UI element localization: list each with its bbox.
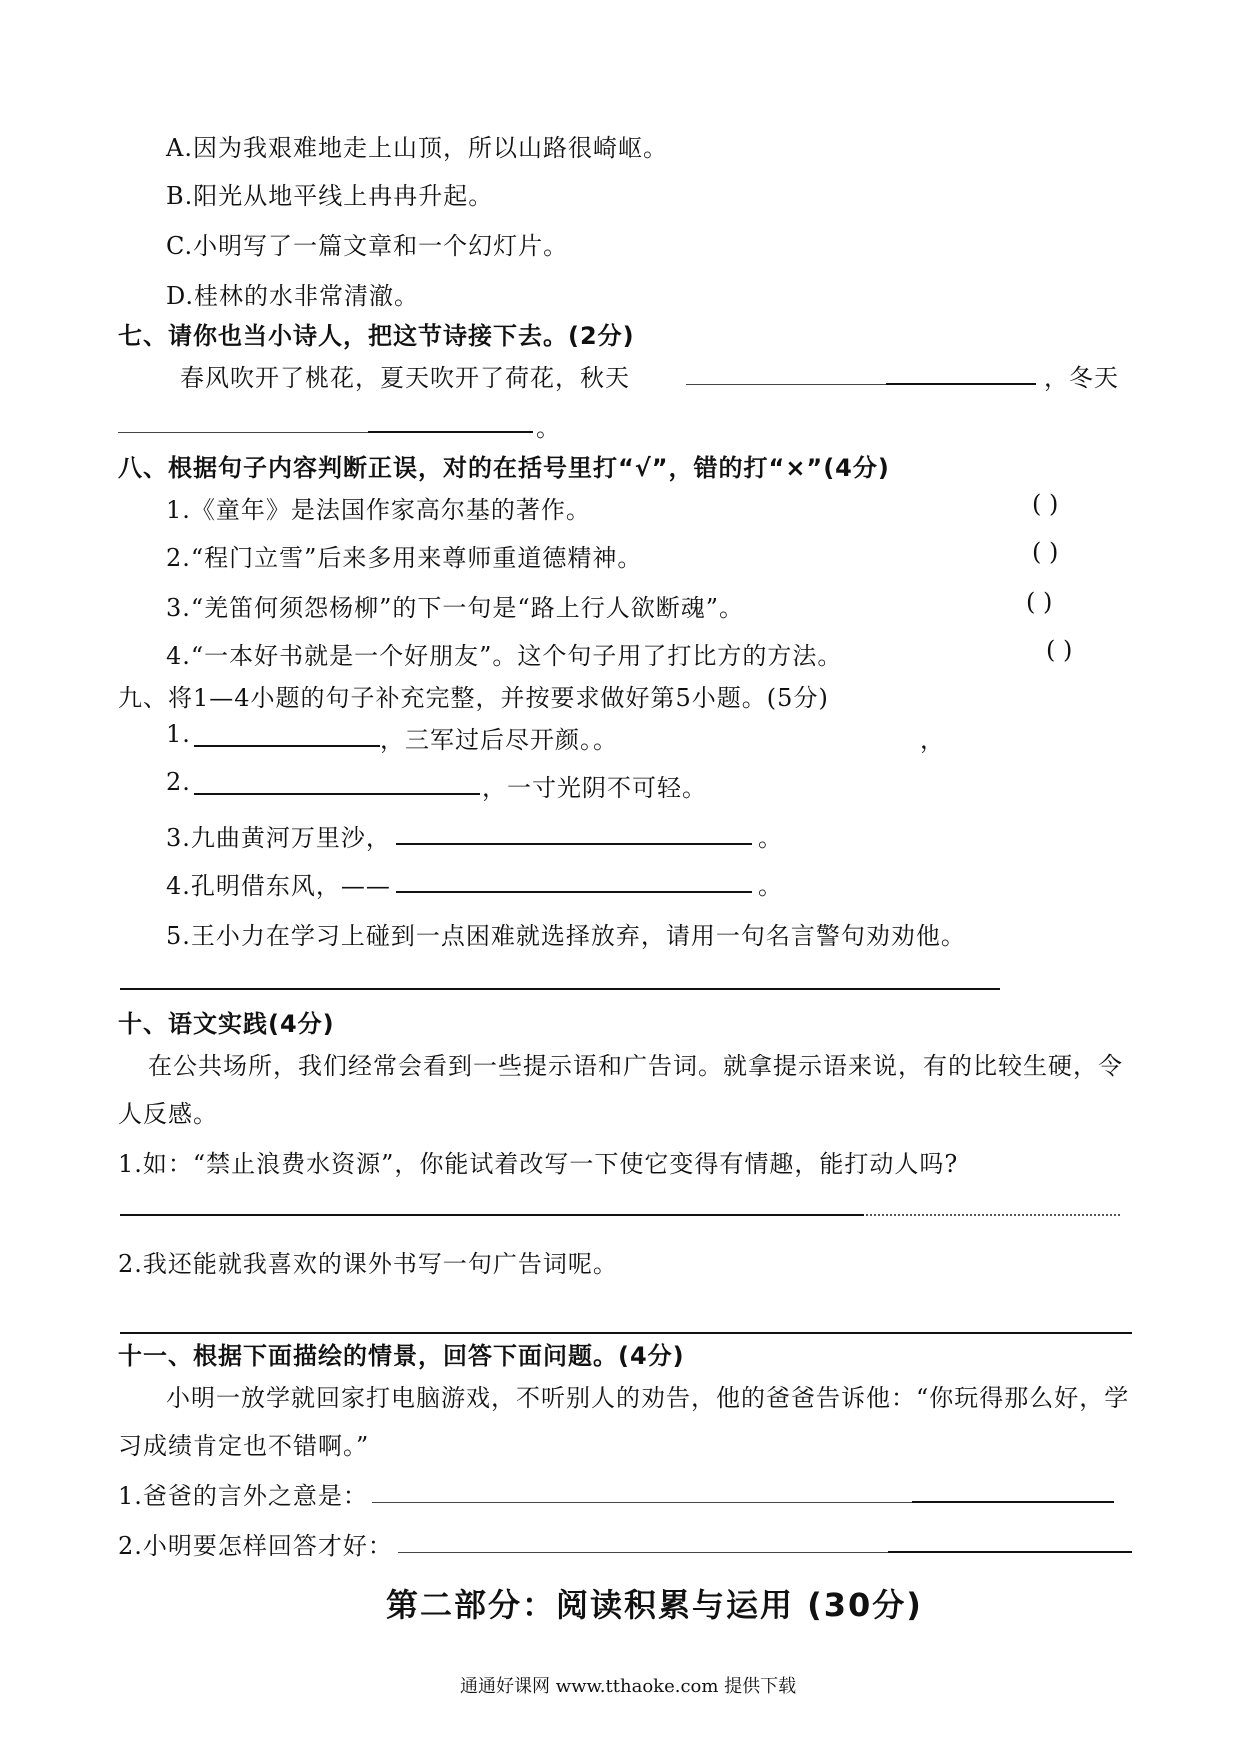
fill-item-1-extra: ， bbox=[920, 726, 945, 754]
fill-blank-2[interactable] bbox=[194, 793, 480, 795]
fill-blank-1[interactable] bbox=[194, 745, 380, 747]
section-9-heading: 九、将1—4小题的句子补充完整，并按要求做好第5小题。(5分) bbox=[118, 684, 829, 712]
practice-answer-2-line[interactable] bbox=[120, 1332, 1132, 1334]
fill-item-2-text: ，一寸光阴不可轻。 bbox=[482, 774, 707, 802]
poem-line-1: 春风吹开了桃花，夏天吹开了荷花，秋天 bbox=[180, 364, 630, 392]
answer-blank-autumn-a[interactable] bbox=[686, 384, 886, 385]
fill-item-1-num: 1. bbox=[166, 720, 191, 748]
section-10-heading: 十、语文实践(4分) bbox=[118, 1010, 335, 1038]
scene-answer-1-a[interactable] bbox=[372, 1502, 912, 1503]
scene-para-1: 小明一放学就回家打电脑游戏，不听别人的劝告，他的爸爸告诉他：“你玩得那么好，学 bbox=[166, 1384, 1130, 1412]
judge-bracket-3[interactable]: ( ) bbox=[1026, 588, 1053, 616]
section-7-heading: 七、请你也当小诗人，把这节诗接下去。(2分) bbox=[118, 322, 635, 350]
judge-item-4: 4.“一本好书就是一个好朋友”。这个句子用了打比方的方法。 bbox=[166, 642, 843, 670]
poem-line-2-end: 。 bbox=[536, 414, 561, 442]
scene-answer-2-a[interactable] bbox=[398, 1552, 888, 1553]
answer-blank-autumn-b[interactable] bbox=[886, 383, 1036, 385]
fill-item-3-text: 3.九曲黄河万里沙， bbox=[166, 824, 391, 852]
judge-bracket-1[interactable]: ( ) bbox=[1032, 490, 1059, 518]
option-b: B.阳光从地平线上冉冉升起。 bbox=[166, 182, 494, 210]
fill-blank-4[interactable] bbox=[396, 891, 752, 893]
footer-source: 通通好课网 www.tthaoke.com 提供下载 bbox=[460, 1676, 797, 1697]
scene-question-1: 1.爸爸的言外之意是： bbox=[118, 1482, 368, 1510]
judge-bracket-2[interactable]: ( ) bbox=[1032, 538, 1059, 566]
practice-question-1: 1.如：“禁止浪费水资源”，你能试着改写一下使它变得有情趣，能打动人吗? bbox=[118, 1150, 959, 1178]
fill-blank-5[interactable] bbox=[120, 988, 1000, 990]
answer-blank-winter-a[interactable] bbox=[118, 432, 368, 433]
fill-item-5-text: 5.王小力在学习上碰到一点困难就选择放弃，请用一句名言警句劝劝他。 bbox=[166, 922, 966, 950]
scene-question-2: 2.小明要怎样回答才好： bbox=[118, 1532, 393, 1560]
fill-blank-3[interactable] bbox=[396, 843, 752, 845]
fill-item-4-text: 4.孔明借东风，—— bbox=[166, 872, 391, 900]
practice-para-1: 在公共场所，我们经常会看到一些提示语和广告词。就拿提示语来说，有的比较生硬，令 bbox=[148, 1052, 1123, 1080]
section-11-heading: 十一、根据下面描绘的情景，回答下面问题。(4分) bbox=[118, 1342, 685, 1370]
fill-item-4-end: 。 bbox=[758, 872, 783, 900]
judge-item-3: 3.“羌笛何须怨杨柳”的下一句是“路上行人欲断魂”。 bbox=[166, 594, 744, 622]
option-a: A.因为我艰难地走上山顶，所以山路很崎岖。 bbox=[166, 134, 668, 162]
answer-blank-winter-b[interactable] bbox=[368, 431, 533, 433]
judge-item-1: 1.《童年》是法国作家高尔基的著作。 bbox=[166, 496, 591, 524]
fill-item-3-end: 。 bbox=[758, 824, 783, 852]
poem-winter-label: ，冬天 bbox=[1044, 364, 1119, 392]
option-d: D.桂林的水非常清澈。 bbox=[166, 282, 420, 310]
fill-item-1-text: ，三军过后尽开颜。。 bbox=[380, 726, 618, 754]
option-c: C.小明写了一篇文章和一个幻灯片。 bbox=[166, 232, 569, 260]
scene-answer-1-b[interactable] bbox=[912, 1501, 1114, 1503]
fill-item-2-num: 2. bbox=[166, 768, 191, 796]
practice-answer-1-line[interactable] bbox=[120, 1214, 864, 1216]
part-2-title: 第二部分：阅读积累与运用 (30分) bbox=[386, 1586, 923, 1624]
judge-item-2: 2.“程门立雪”后来多用来尊师重道德精神。 bbox=[166, 544, 643, 572]
practice-question-2: 2.我还能就我喜欢的课外书写一句广告词呢。 bbox=[118, 1250, 618, 1278]
judge-bracket-4[interactable]: ( ) bbox=[1046, 636, 1073, 664]
practice-para-2: 人反感。 bbox=[118, 1100, 218, 1128]
practice-answer-1-dotted[interactable] bbox=[866, 1214, 1120, 1216]
scene-answer-2-b[interactable] bbox=[888, 1551, 1132, 1553]
section-8-heading: 八、根据句子内容判断正误，对的在括号里打“√”，错的打“×”(4分) bbox=[118, 454, 890, 482]
scene-para-2: 习成绩肯定也不错啊。” bbox=[118, 1432, 370, 1460]
